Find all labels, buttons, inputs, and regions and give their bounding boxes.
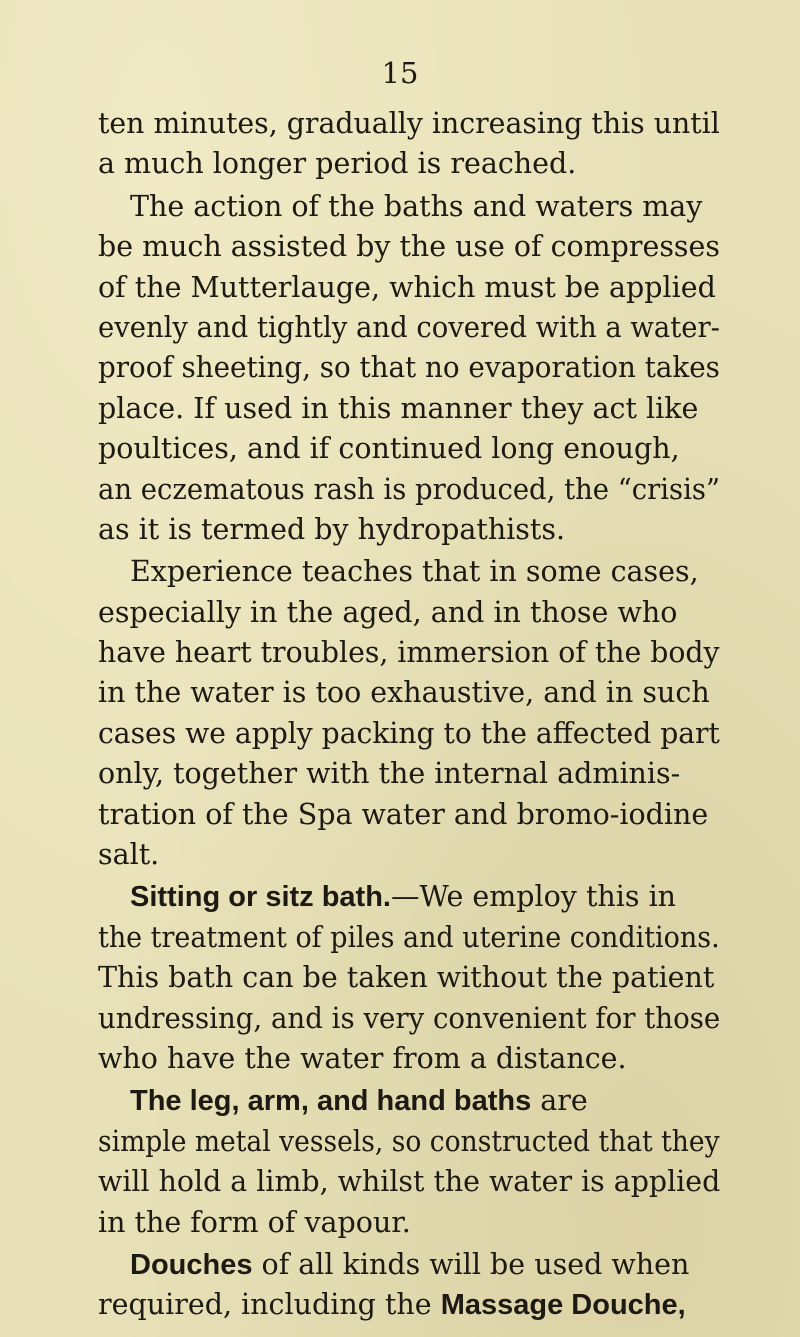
text-line: of the Mutterlauge, which must be applied <box>98 270 716 304</box>
text-line: cases we apply packing to the affected part <box>98 716 720 750</box>
text-line: ten minutes, gradually increasing this until <box>98 107 720 140</box>
paragraph-experience <box>98 552 720 875</box>
line-text: required, including the <box>98 1288 441 1322</box>
text-line: tration of the Spa water and bromo-iodine <box>98 797 709 831</box>
text-line: an eczematous rash is produced, the “crisis” <box>98 472 720 506</box>
text-line: in the water is too exhaustive, and in such <box>98 676 710 710</box>
text-line: proof sheeting, so that no evaporation takes <box>98 351 720 385</box>
text-line: Experience teaches that in some cases, <box>130 555 699 589</box>
text-line: in the form of vapour. <box>98 1205 411 1239</box>
text-line: will hold a limb, whilst the water is applied <box>98 1165 721 1199</box>
paragraph-sitz-bath <box>98 877 720 1079</box>
body-text <box>98 104 720 1328</box>
text-line: as it is termed by hydropathists. <box>98 512 566 546</box>
text-line: The action of the baths and waters may <box>130 189 703 223</box>
text-line: be much assisted by the use of compresses <box>98 230 720 264</box>
paragraph-douches <box>98 1245 720 1326</box>
text-line: This bath can be taken without the patient <box>98 961 715 995</box>
text-line <box>98 1285 720 1325</box>
text-line: have heart troubles, immersion of the body <box>98 636 720 670</box>
text-line <box>98 877 720 917</box>
text-line: undressing, and is very convenient for those <box>98 1001 721 1035</box>
paragraph-limb-baths <box>98 1081 720 1243</box>
text-line: poultices, and if continued long enough, <box>98 432 680 466</box>
paragraph-compresses <box>98 187 720 551</box>
section-heading-sitz-bath: Sitting or sitz bath. <box>130 881 391 914</box>
heading-continuation: are <box>531 1084 588 1118</box>
heading-continuation: of all kinds will be used when <box>252 1247 690 1281</box>
text-line: only, together with the internal adminis- <box>98 757 681 791</box>
text-line: place. If used in this manner they act like <box>98 391 699 425</box>
text-line: who have the water from a distance. <box>98 1041 627 1075</box>
text-line: simple metal vessels, so constructed that they <box>98 1124 720 1158</box>
heading-continuation: —We employ this in <box>391 880 677 914</box>
text-line: evenly and tightly and covered with a water- <box>98 310 720 344</box>
text-line: especially in the aged, and in those who <box>98 595 678 629</box>
section-heading-douches: Douches <box>130 1248 253 1281</box>
text-line: a much longer period is reached. <box>98 147 577 181</box>
page-number: 15 <box>381 56 419 90</box>
massage-douche-heading: Massage Douche, <box>440 1289 686 1322</box>
text-line <box>98 1081 720 1121</box>
paragraph-continuation <box>98 104 720 185</box>
text-line <box>98 1245 720 1285</box>
section-heading-limb-baths: The leg, arm, and hand baths <box>130 1085 532 1118</box>
text-line: the treatment of piles and uterine conditions. <box>98 920 720 954</box>
text-line: salt. <box>98 838 160 872</box>
